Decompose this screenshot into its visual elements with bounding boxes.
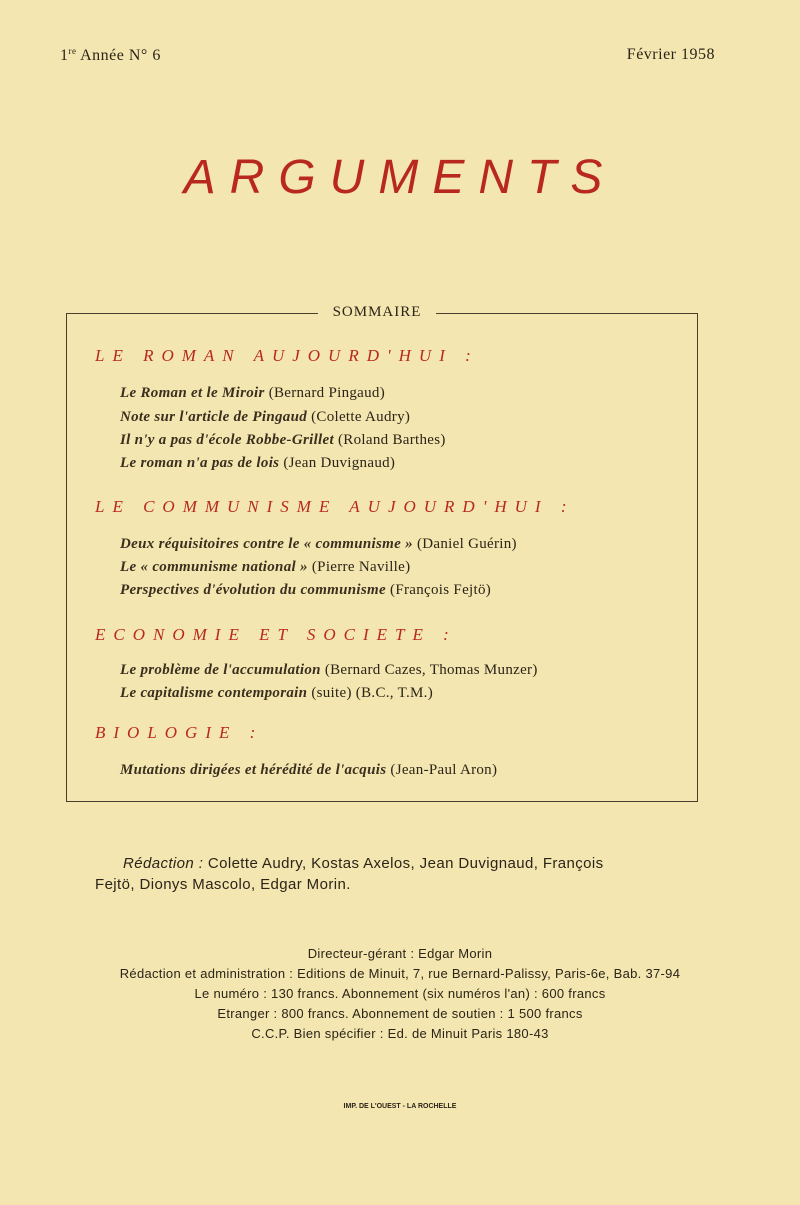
toc-entry (120, 455, 395, 472)
imprint-line: Le numéro : 130 francs. Abonnement (six numéros l'an) : 600 francs (194, 986, 606, 1001)
toc-entry (120, 762, 497, 779)
toc-entry-author: (François Fejtö) (390, 582, 492, 598)
toc-entry-title: Le problème de l'accumulation (120, 662, 321, 678)
toc-entry-author: (Jean-Paul Aron) (390, 762, 498, 778)
toc-entry-author: (Pierre Naville) (311, 559, 411, 575)
toc-entry (120, 582, 491, 599)
toc-entry-title: Le « communisme national » (120, 559, 308, 575)
toc-entry-title: Deux réquisitoires contre le « communisme » (120, 536, 413, 552)
imprint-line: Directeur-gérant : Edgar Morin (307, 946, 493, 961)
toc-entry-title: Mutations dirigées et hérédité de l'acquis (120, 762, 387, 778)
redaction-label: Rédaction : (123, 855, 204, 872)
toc-entry-author: (Colette Audry) (311, 409, 411, 425)
toc-entry-author: (Bernard Cazes, Thomas Munzer) (324, 662, 538, 678)
section-heading: BIOLOGIE : (95, 723, 264, 742)
toc-entry (120, 536, 517, 553)
section-heading: LE ROMAN AUJOURD'HUI : (95, 346, 479, 365)
redaction-names-1: Colette Audry, Kostas Axelos, Jean Duvignaud, François (207, 855, 604, 872)
imprint-line: Etranger : 800 francs. Abonnement de soutien : 1 500 francs (217, 1006, 583, 1021)
imprint-line: C.C.P. Bien spécifier : Ed. de Minuit Paris 180-43 (251, 1026, 549, 1041)
sommaire-rule-right (436, 313, 697, 314)
issue-date: Février 1958 (626, 46, 715, 63)
redaction-line-2: Fejtö, Dionys Mascolo, Edgar Morin. (95, 876, 351, 893)
toc-entry-author: (suite) (B.C., T.M.) (311, 685, 434, 701)
journal-title: ARGUMENTS (183, 151, 617, 204)
printer-credit: IMP. DE L'OUEST - LA ROCHELLE (343, 1103, 457, 1110)
issue-number-digit: 1 (60, 47, 69, 64)
section-heading: ECONOMIE ET SOCIETE : (95, 625, 457, 644)
toc-entry-title: Le capitalisme contemporain (120, 685, 308, 701)
section-heading: LE COMMUNISME AUJOURD'HUI : (95, 497, 575, 516)
issue-number (60, 46, 161, 65)
redaction-block (95, 853, 695, 895)
toc-entry-title: Perspectives d'évolution du communisme (120, 582, 386, 598)
toc-entry-author: (Jean Duvignaud) (283, 455, 396, 471)
imprint-line: Rédaction et administration : Editions de Minuit, 7, rue Bernard-Palissy, Paris-6e, Bab. 37-94 (119, 966, 681, 981)
toc-entry-author: (Daniel Guérin) (416, 536, 517, 552)
redaction-line-1 (95, 853, 695, 874)
toc-entry (120, 559, 410, 576)
toc-entry-title: Note sur l'article de Pingaud (120, 409, 308, 425)
toc-entry (120, 662, 538, 679)
toc-entry-author: (Roland Barthes) (338, 432, 446, 448)
toc-entry (120, 685, 433, 702)
toc-entry-title: Le Roman et le Miroir (120, 385, 265, 401)
issue-number-sup: re (68, 46, 77, 56)
issue-number-rest: Année N° 6 (76, 47, 161, 64)
sommaire-rule-left (66, 313, 318, 314)
toc-entry-title: Il n'y a pas d'école Robbe-Grillet (120, 432, 334, 448)
toc-entry (120, 385, 385, 402)
toc-entry-author: (Bernard Pingaud) (268, 385, 386, 401)
sommaire-label: SOMMAIRE (332, 304, 422, 320)
toc-entry (120, 409, 410, 426)
toc-entry (120, 432, 446, 449)
toc-entry-title: Le roman n'a pas de lois (120, 455, 280, 471)
